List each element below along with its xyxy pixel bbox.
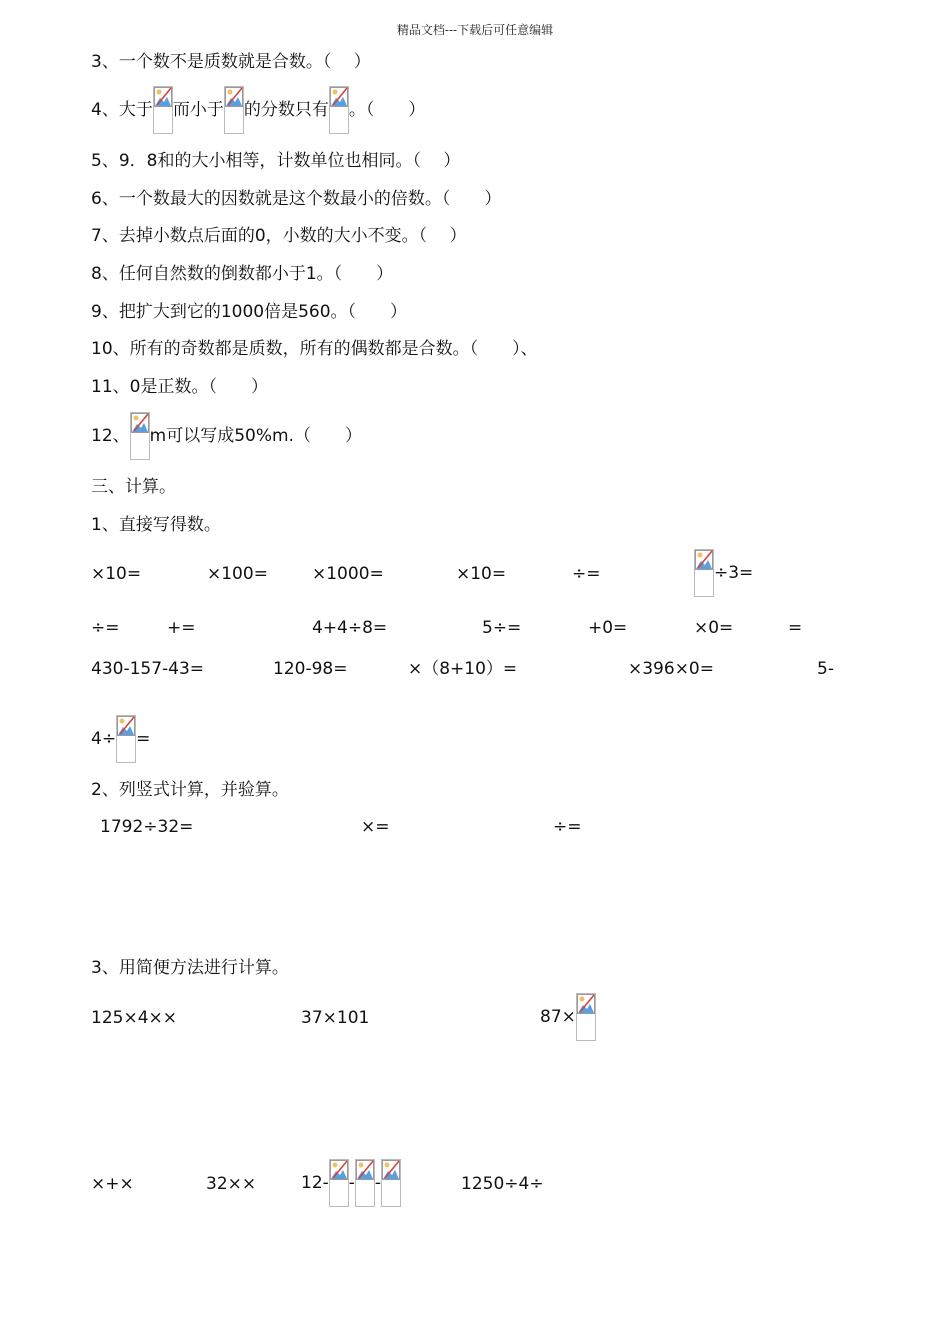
question-12-text-b: m可以写成50%m.（ ） (149, 426, 362, 446)
simplify-item: 125×4×× (91, 1008, 177, 1028)
broken-image-icon (329, 1159, 349, 1207)
broken-image-icon (694, 549, 714, 597)
question-11: 11、0是正数。（ ） (91, 377, 268, 397)
broken-image-icon (381, 1159, 401, 1207)
simplify-text-d: - (348, 1173, 355, 1193)
question-8: 8、任何自然数的倒数都小于1。（ ） (91, 264, 394, 284)
calc-row2-item: ×0= (694, 618, 734, 638)
calc-row1-item: ×10= (91, 564, 142, 584)
simplify-item: 32×× (206, 1174, 257, 1194)
vertical-calc-item: 1792÷32= (100, 817, 194, 837)
calc-row2-item: = (788, 618, 803, 638)
question-4-text-b: 而小于 (172, 100, 224, 120)
calc-row2-item: 4+4÷8= (312, 618, 388, 638)
calc-row1-item: ÷= (572, 564, 601, 584)
calc-row2-item: 5÷= (482, 618, 522, 638)
broken-image-icon (224, 86, 244, 134)
simplify-text-e: - (374, 1173, 382, 1193)
question-9: 9、把扩大到它的1000倍是560。（ ） (91, 302, 408, 322)
vertical-calc-item: ÷= (553, 817, 582, 837)
simplify-item-with-images (301, 1159, 401, 1207)
simplify-item: 37×101 (301, 1008, 370, 1028)
question-3: 3、一个数不是质数就是合数。（ ） (91, 52, 371, 72)
section-3-sub-2: 2、列竖式计算，并验算。 (91, 780, 289, 800)
question-4-text-d: 。（ ） (348, 100, 426, 120)
simplify-item: 1250÷4÷ (461, 1174, 544, 1194)
broken-image-icon (153, 86, 173, 134)
calc-row3-item: ×396×0= (628, 659, 714, 679)
simplify-item-with-image (540, 993, 596, 1041)
calc-row1-item: ×1000= (312, 564, 384, 584)
question-6: 6、一个数最大的因数就是这个数最小的倍数。（ ） (91, 189, 502, 209)
calc-row4 (91, 715, 150, 763)
broken-image-icon (355, 1159, 375, 1207)
question-12-text-a: 12、 (91, 426, 130, 446)
page-header: 精品文档---下载后可任意编辑 (396, 23, 554, 37)
simplify-item-text: 87× (540, 1007, 576, 1027)
calc-row3-item: 5- (817, 659, 834, 679)
calc-row2-item: ÷= (91, 618, 120, 638)
simplify-item: ×+× (91, 1174, 134, 1194)
calc-row3-item: 430-157-43= (91, 659, 205, 679)
question-4 (91, 86, 425, 134)
vertical-calc-item: ×= (361, 817, 390, 837)
calc-row3-item: 120-98= (273, 659, 348, 679)
calc-row2-item: += (167, 618, 196, 638)
calc-row4-text-b: = (136, 729, 151, 749)
broken-image-icon (130, 412, 150, 460)
question-4-text-a: 4、大于 (91, 100, 153, 120)
question-12 (91, 412, 362, 460)
section-3-sub-1: 1、直接写得数。 (91, 515, 221, 535)
broken-image-icon (329, 86, 349, 134)
calc-row1-item: ×10= (456, 564, 507, 584)
calc-row1-item-with-image (694, 549, 753, 597)
broken-image-icon (576, 993, 596, 1041)
simplify-text-c: 12- (301, 1173, 329, 1193)
calc-row3-item: ×（8+10）= (408, 659, 518, 679)
calc-row1-item: ×100= (207, 564, 268, 584)
calc-row1-item-text: ÷3= (714, 563, 754, 583)
calc-row4-text-a: 4÷ (91, 729, 117, 749)
question-5: 5、9．8和的大小相等，计数单位也相同。（ ） (91, 151, 461, 171)
question-4-text-c: 的分数只有 (243, 100, 329, 120)
section-3-title: 三、计算。 (91, 477, 176, 497)
section-3-sub-3: 3、用简便方法进行计算。 (91, 958, 289, 978)
question-10: 10、所有的奇数都是质数，所有的偶数都是合数。（ ）、 (91, 339, 538, 359)
calc-row2-item: +0= (588, 618, 628, 638)
broken-image-icon (116, 715, 136, 763)
question-7: 7、去掉小数点后面的0，小数的大小不变。（ ） (91, 226, 467, 246)
